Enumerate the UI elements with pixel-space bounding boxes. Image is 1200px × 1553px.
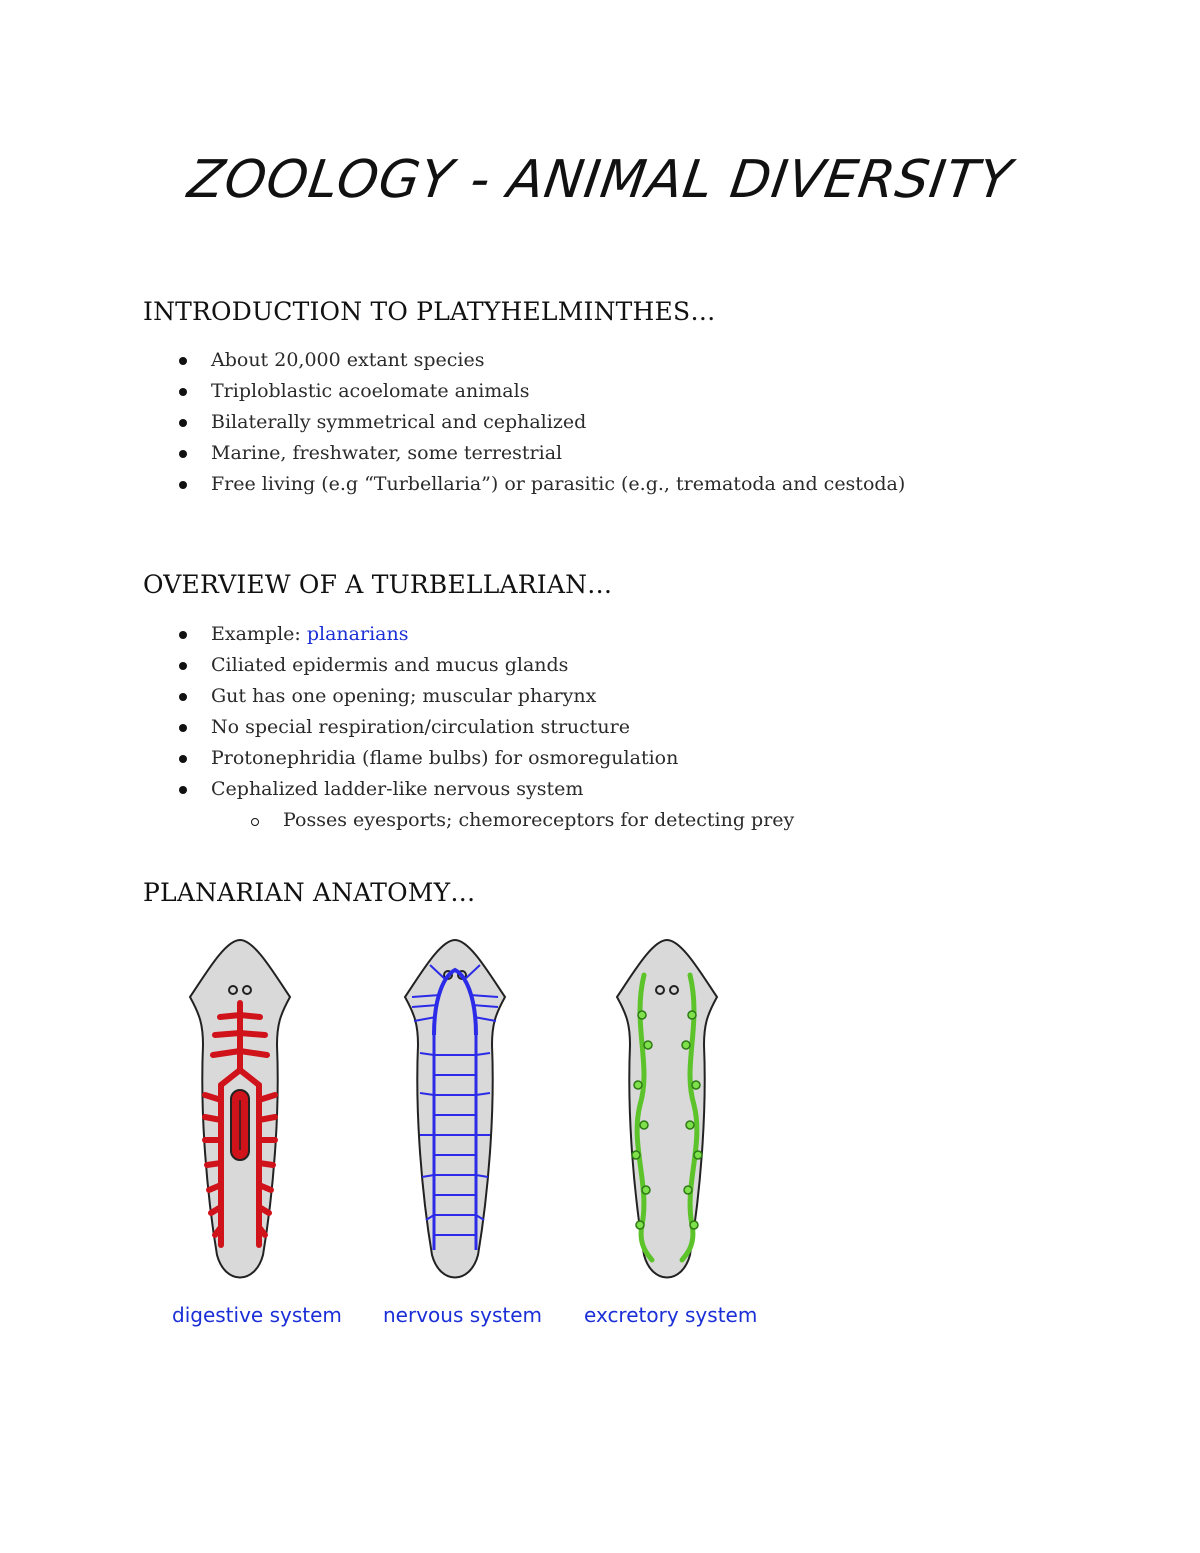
sub-list-item: Posses eyesports; chemoreceptors for detecting prey (143, 805, 794, 836)
list-item: Free living (e.g “Turbellaria”) or parasitic (e.g., trematoda and cestoda) (143, 469, 905, 500)
section-heading-intro: INTRODUCTION TO PLATYHELMINTHES… (143, 297, 716, 326)
nervous-system-caption: nervous system (383, 1303, 543, 1327)
list-item: Triploblastic acoelomate animals (143, 376, 905, 407)
bullet-icon (179, 693, 187, 701)
excretory-system-caption: excretory system (584, 1303, 758, 1327)
excretory-system-figure (612, 935, 722, 1295)
bullet-icon (179, 388, 187, 396)
list-item: About 20,000 extant species (143, 345, 905, 376)
intro-bullet-list (143, 345, 905, 500)
nervous-system-figure (400, 935, 510, 1295)
planarians-link[interactable]: planarians (306, 623, 409, 645)
list-item: Ciliated epidermis and mucus glands (143, 650, 794, 681)
list-item: Gut has one opening; muscular pharynx (143, 681, 794, 712)
digestive-planarian-illustration (185, 935, 295, 1295)
list-item: Example: planarians (143, 619, 794, 650)
section-heading-anatomy: PLANARIAN ANATOMY… (143, 878, 476, 907)
list-item: Bilaterally symmetrical and cephalized (143, 407, 905, 438)
list-item: Protonephridia (flame bulbs) for osmoregulation (143, 743, 794, 774)
digestive-system-figure (185, 935, 295, 1295)
list-item: Cephalized ladder-like nervous system (143, 774, 794, 805)
excretory-planarian-illustration (612, 935, 722, 1295)
overview-bullet-list (143, 619, 794, 836)
bullet-icon (179, 631, 187, 639)
page-title: ZOOLOGY - ANIMAL DIVERSITY (184, 150, 1016, 210)
bullet-icon (179, 357, 187, 365)
bullet-icon (179, 724, 187, 732)
bullet-icon (179, 481, 187, 489)
bullet-icon (179, 662, 187, 670)
hollow-bullet-icon (251, 818, 259, 826)
digestive-system-caption: digestive system (172, 1303, 342, 1327)
bullet-icon (179, 786, 187, 794)
bullet-icon (179, 450, 187, 458)
bullet-icon (179, 419, 187, 427)
bullet-icon (179, 755, 187, 763)
list-item: Marine, freshwater, some terrestrial (143, 438, 905, 469)
nervous-planarian-illustration (400, 935, 510, 1295)
list-item: No special respiration/circulation structure (143, 712, 794, 743)
section-heading-overview: OVERVIEW OF A TURBELLARIAN… (143, 570, 613, 599)
